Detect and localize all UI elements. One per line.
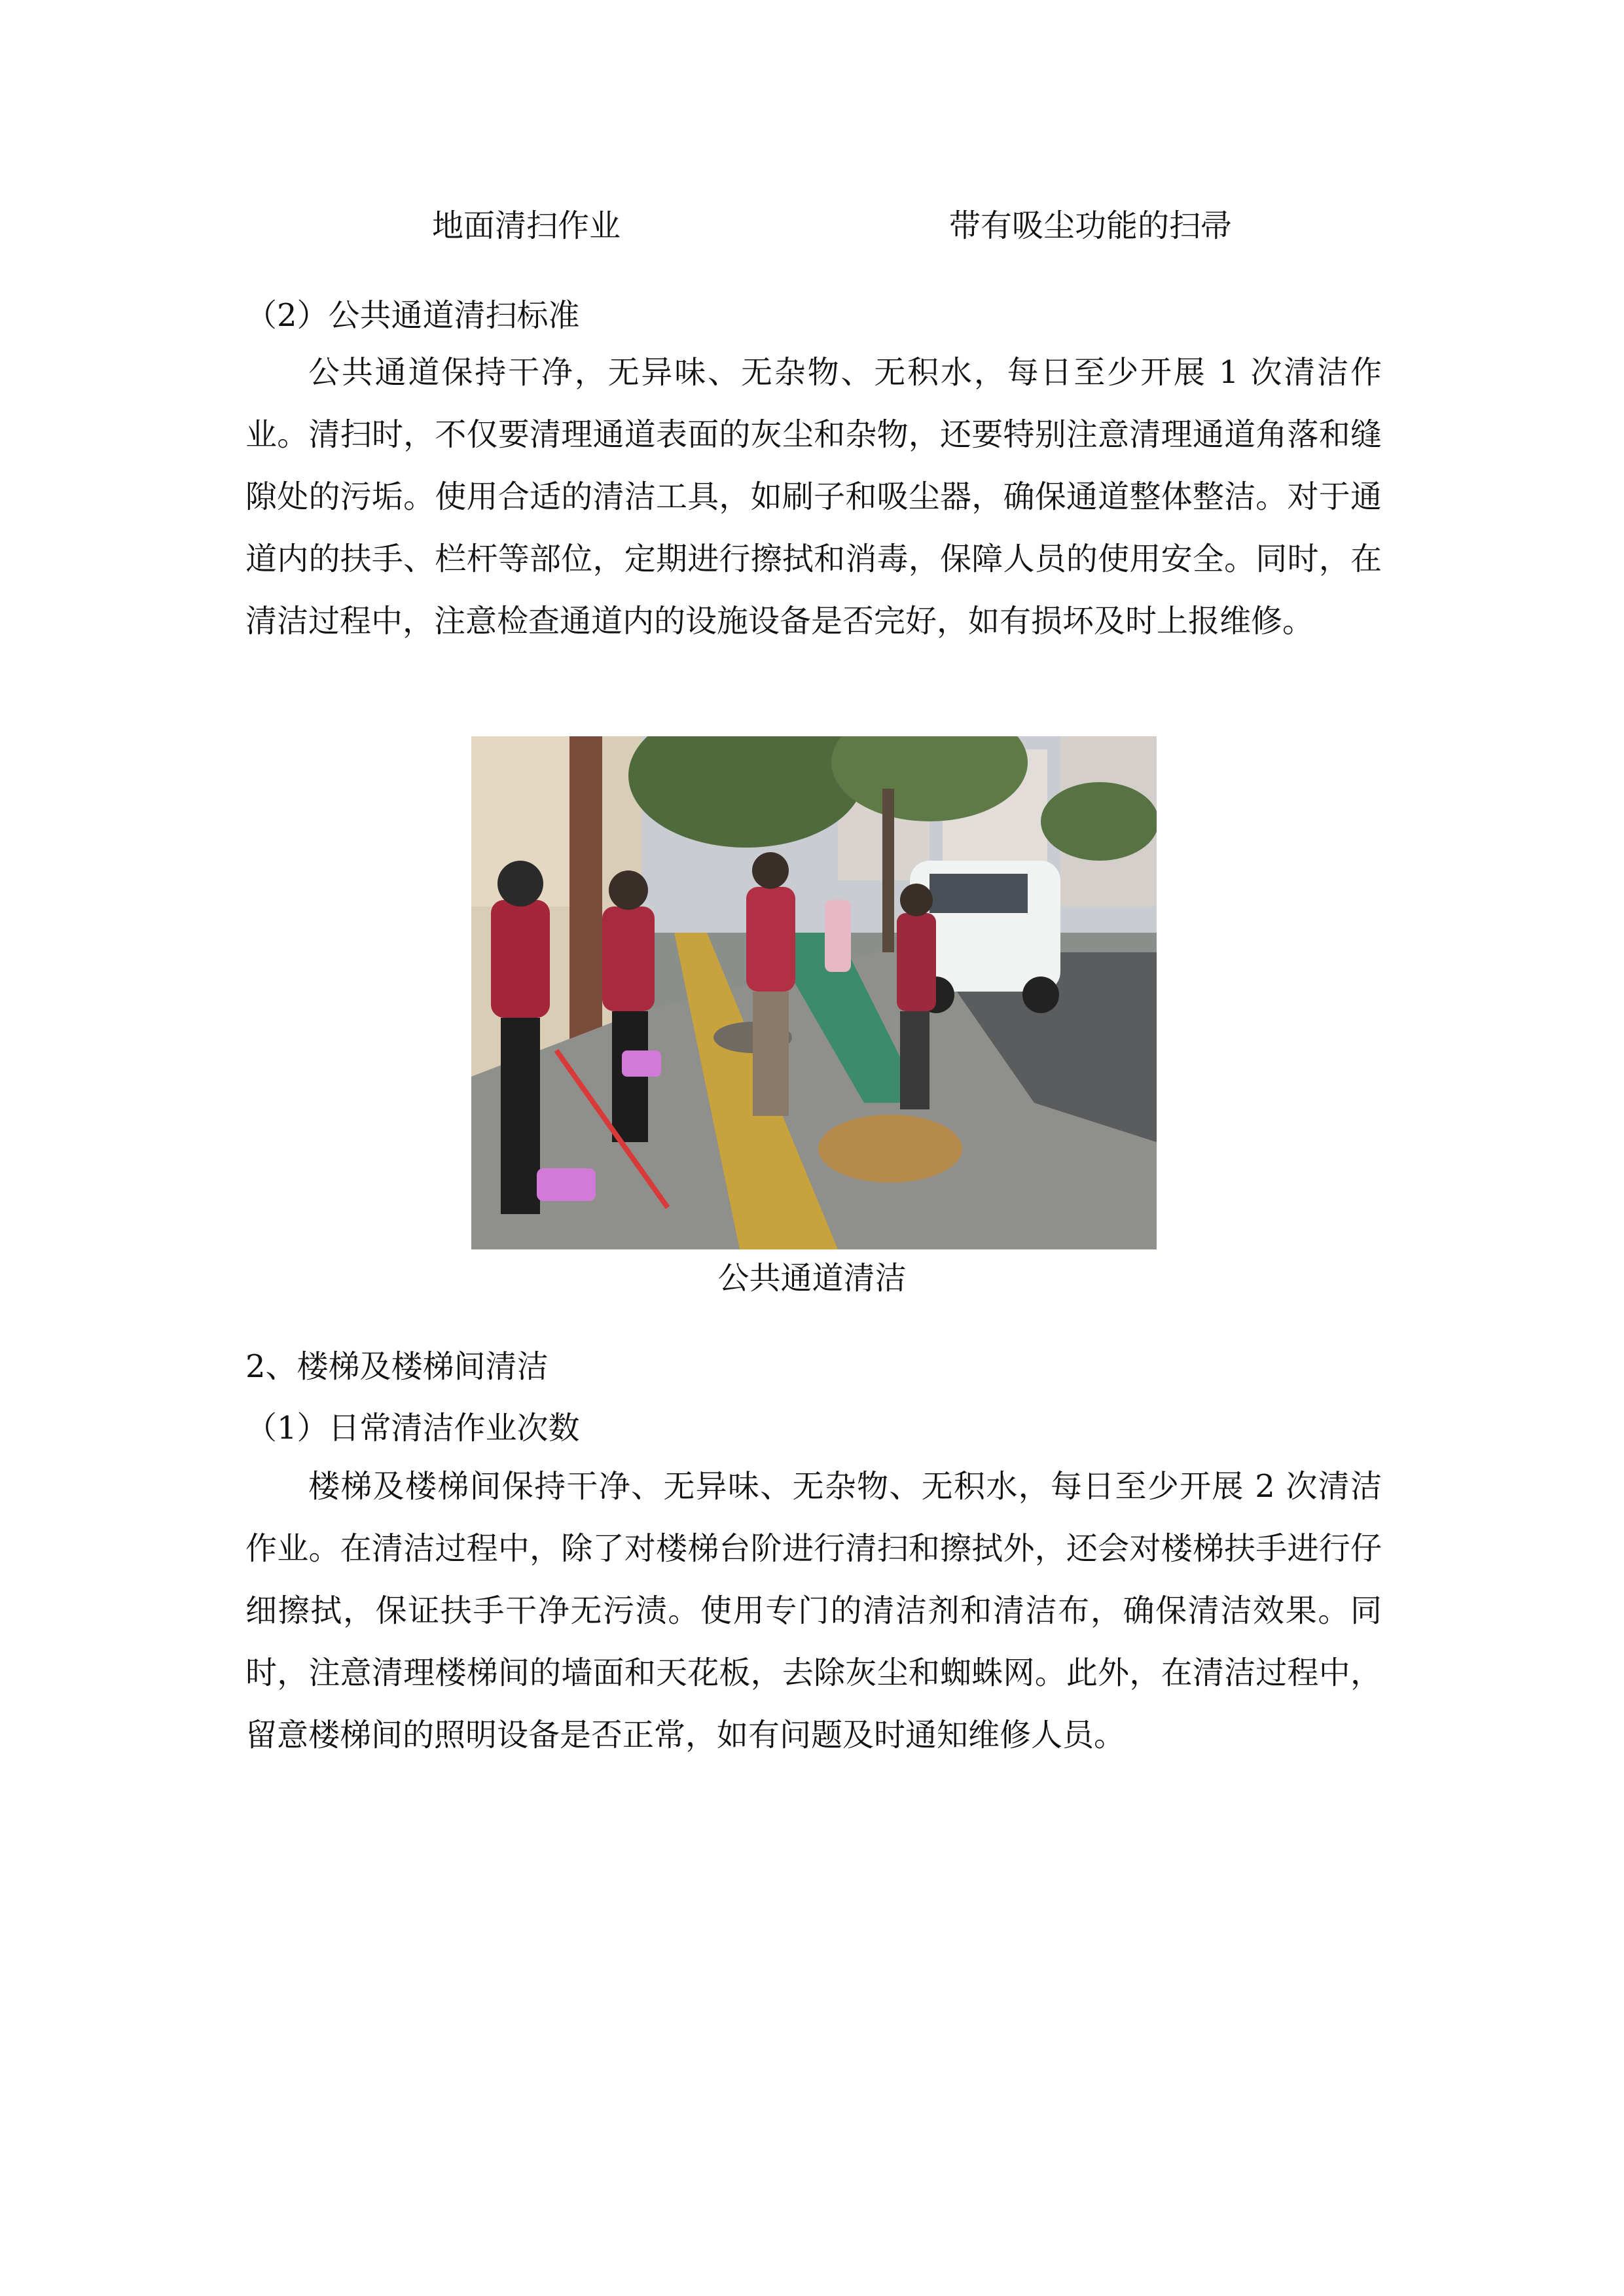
photo-public-passage-cleaning bbox=[471, 736, 1157, 1249]
subheading-public-passage-standard: （2）公共通道清扫标准 bbox=[245, 297, 580, 334]
paragraph-public-passage: 公共通道保持干净，无异味、无杂物、无积水，每日至少开展 1 次清洁作业。清扫时，不仅要清理通道表面的灰尘和杂物，还要特别注意清理通道角落和缝隙处的污垢。使用合适的清洁工具，如刷子和吸尘器，确保通道整体整洁。对于通道内的扶手、栏杆等部位，定期进行擦拭和消毒，保障人员的使用安全。同时，在清洁过程中，注意检查通道内的设施设备是否完好，如有损坏及时上报维修。 bbox=[245, 354, 1382, 639]
subheading-daily-cleaning-frequency: （1）日常清洁作业次数 bbox=[245, 1410, 580, 1446]
photo-caption-public-passage: 公共通道清洁 bbox=[717, 1260, 907, 1297]
paragraph-stairs-cleaning: 楼梯及楼梯间保持干净、无异味、无杂物、无积水，每日至少开展 2 次清洁作业。在清洁过程中，除了对楼梯台阶进行清扫和擦拭外，还会对楼梯扶手进行仔细擦拭，保证扶手干净无污渍。使用专门的清洁剂和清洁布，确保清洁效果。同时，注意清理楼梯间的墙面和天花板，去除灰尘和蜘蛛网。此外，在清洁过程中，留意楼梯间的照明设备是否正常，如有问题及时通知维修人员。 bbox=[245, 1468, 1382, 1753]
photo-caption-vacuum-broom: 带有吸尘功能的扫帚 bbox=[949, 207, 1233, 244]
section-heading-stairs-cleaning: 2、楼梯及楼梯间清洁 bbox=[245, 1348, 549, 1385]
photo-caption-floor-sweeping: 地面清扫作业 bbox=[432, 207, 621, 244]
